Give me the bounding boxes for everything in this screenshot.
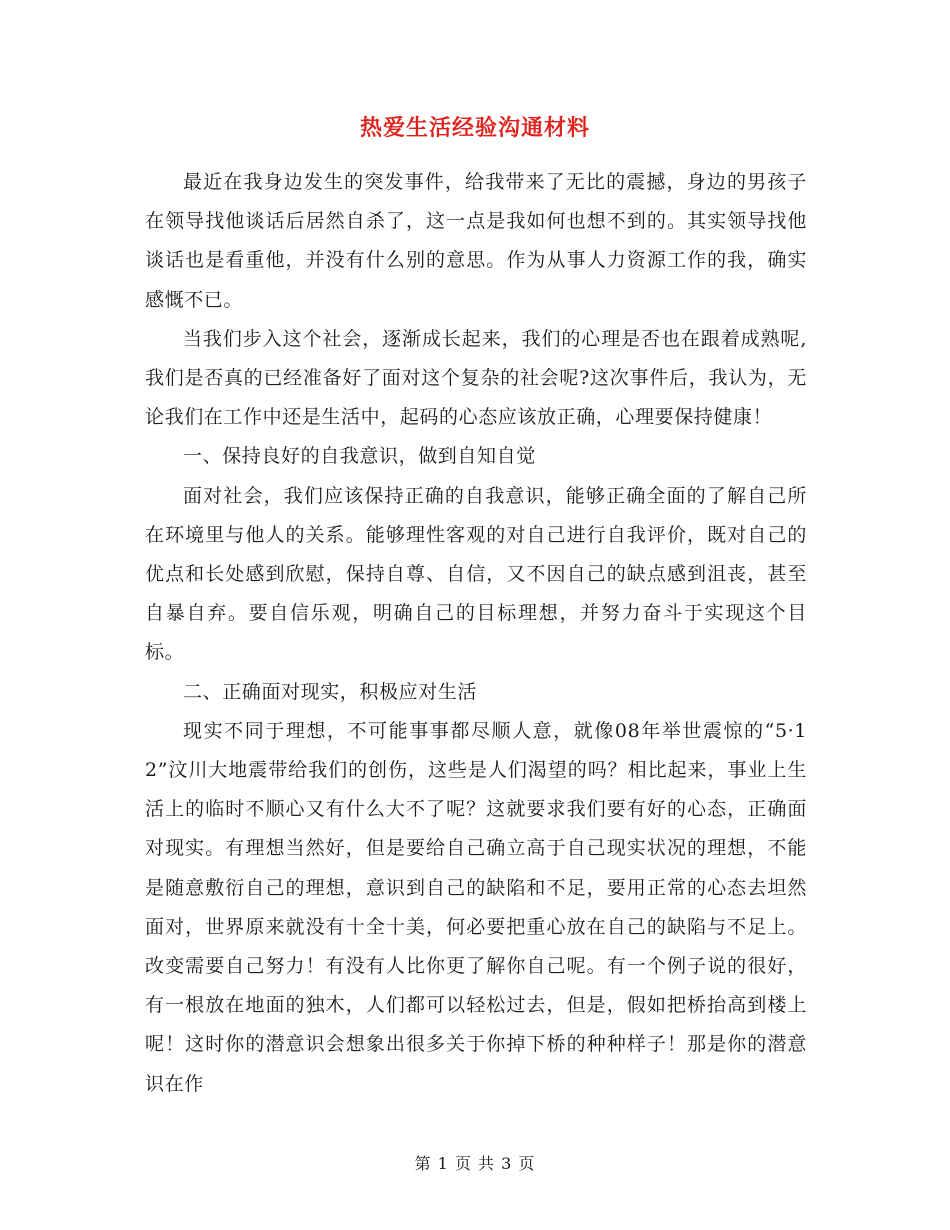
page-number-footer: 第 1 页 共 3 页 xyxy=(414,1154,536,1173)
section-heading-1: 一、保持良好的自我意识，做到自知自觉 xyxy=(183,445,536,468)
document-body xyxy=(145,163,807,1104)
paragraph-self-awareness: 面对社会，我们应该保持正确的自我意识，能够正确全面的了解自己所在环境里与他人的关系。能够理性客观的对自己进行自我评价，既对自己的优点和长处感到欣慰，保持自尊、自信，又不因自己的缺点感到沮丧，甚至自暴自弃。要自信乐观，明确自己的目标理想，并努力奋斗于实现这个目标。 xyxy=(145,484,807,664)
document-title: 热爱生活经验沟通材料 xyxy=(359,115,590,141)
paragraph-reflection: 当我们步入这个社会，逐渐成长起来，我们的心理是否也在跟着成熟呢,我们是否真的已经准备好了面对这个复杂的社会呢?这次事件后，我认为，无论我们在工作中还是生活中，起码的心态应该放正确，心理要保持健康！ xyxy=(145,327,807,429)
paragraph-intro: 最近在我身边发生的突发事件，给我带来了无比的震撼，身边的男孩子在领导找他谈话后居然自杀了，这一点是我如何也想不到的。其实领导找他谈话也是看重他，并没有什么别的意思。作为从事人力资源工作的我，确实感慨不已。 xyxy=(145,171,807,311)
section-heading-2: 二、正确面对现实，积极应对生活 xyxy=(183,680,478,703)
paragraph-face-reality: 现实不同于理想，不可能事事都尽顺人意，就像08年举世震惊的“5·12”汶川大地震带给我们的创伤，这些是人们渴望的吗？相比起来，事业上生活上的临时不顺心又有什么大不了呢？这就要求我们要有好的心态，正确面对现实。有理想当然好，但是要给自己确立高于自己现实状况的理想，不能是随意敷衍自己的理想，意识到自己的缺陷和不足，要用正常的心态去坦然面对，世界原来就没有十全十美，何必要把重心放在自己的缺陷与不足上。改变需要自己努力！有没有人比你更了解你自己呢。有一个例子说的很好，有一根放在地面的独木，人们都可以轻松过去，但是，假如把桥抬高到楼上呢！这时你的潜意识会想象出很多关于你掉下桥的种种样子！那是你的潜意识在作 xyxy=(145,719,807,1095)
